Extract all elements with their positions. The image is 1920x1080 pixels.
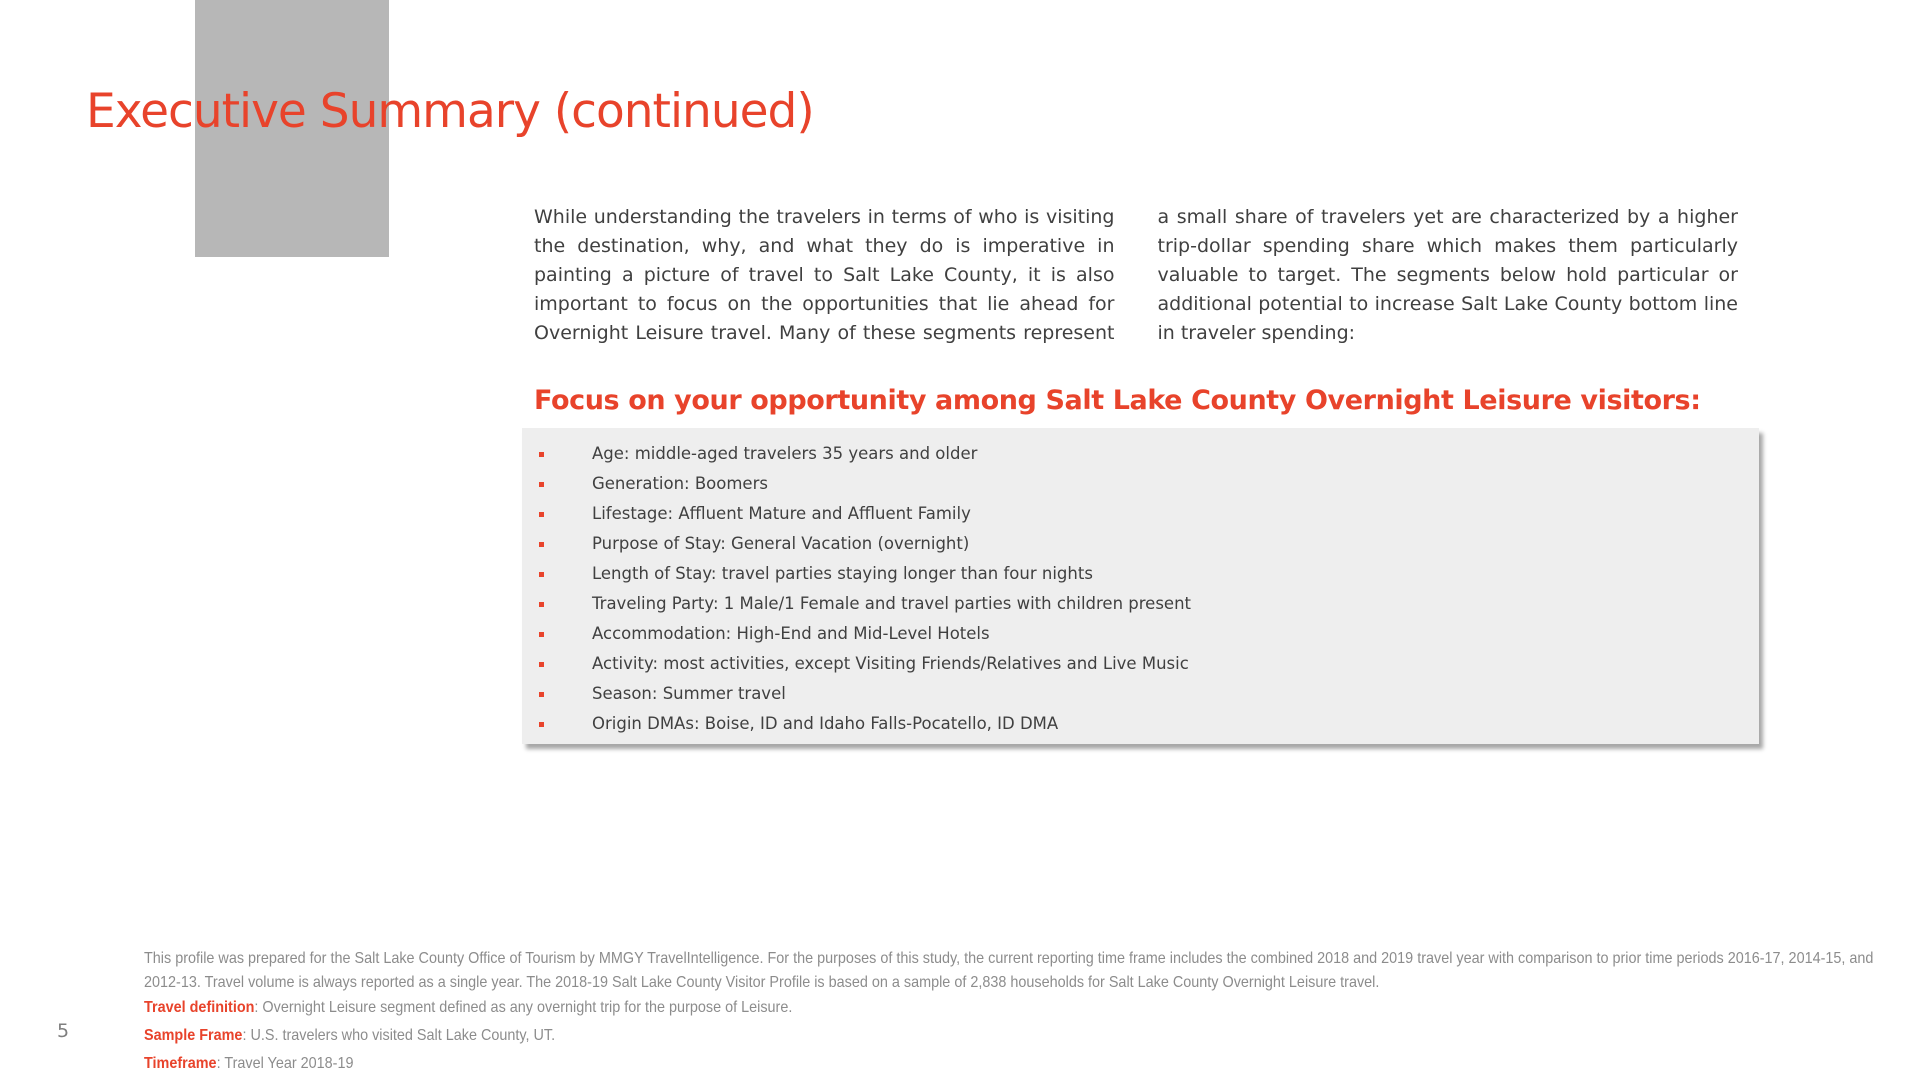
list-item (522, 496, 1759, 526)
opportunity-box (522, 428, 1759, 744)
travel-definition (144, 999, 792, 1017)
list-item-text: Lifestage: Affluent Mature and Affluent Family (592, 504, 971, 523)
list-item-text: Length of Stay: travel parties staying longer than four nights (592, 564, 1093, 583)
list-item-text: Purpose of Stay: General Vacation (overnight) (592, 534, 970, 553)
list-item-text: Origin DMAs: Boise, ID and Idaho Falls-Pocatello, ID DMA (592, 714, 1059, 733)
page-number: 5 (57, 1020, 70, 1042)
sample-frame (144, 1027, 555, 1045)
timeframe (144, 1055, 353, 1073)
list-item (522, 526, 1759, 556)
list-item (522, 466, 1759, 496)
list-item (522, 646, 1759, 676)
list-item-text: Generation: Boomers (592, 474, 768, 493)
square-bullet-icon (539, 692, 544, 697)
list-item-text: Season: Summer travel (592, 684, 786, 703)
list-item-text: Accommodation: High-End and Mid-Level Hotels (592, 624, 990, 643)
list-item (522, 616, 1759, 646)
square-bullet-icon (539, 662, 544, 667)
page-title: Executive Summary (continued) (86, 84, 814, 139)
list-item-text: Age: middle-aged travelers 35 years and older (592, 444, 978, 463)
timeframe-text: : Travel Year 2018-19 (216, 1055, 354, 1072)
list-item (522, 706, 1759, 736)
list-item (522, 436, 1759, 466)
intro-paragraph: While understanding the travelers in terms of who is visiting the destination, why, and what they do is imperative in painting a picture of travel to Salt Lake County, it is also important to focus on the opportunities that lie ahead for Overnight Leisure travel. Many of these segments represent a small share of travelers yet are characterized by a higher trip-dollar spending share which makes them particularly valuable to target. The segments below hold particular or additional potential to increase Salt Lake County bottom line in traveler spending: (534, 206, 1738, 344)
focus-heading: Focus on your opportunity among Salt Lake County Overnight Leisure visitors: (534, 385, 1701, 416)
travel-definition-text: : Overnight Leisure segment defined as any overnight trip for the purpose of Leisure. (254, 999, 793, 1016)
square-bullet-icon (539, 632, 544, 637)
sample-frame-label: Sample Frame (144, 1027, 243, 1044)
square-bullet-icon (539, 482, 544, 487)
square-bullet-icon (539, 572, 544, 577)
square-bullet-icon (539, 722, 544, 727)
square-bullet-icon (539, 602, 544, 607)
list-item (522, 586, 1759, 616)
footnote-note: This profile was prepared for the Salt Lake County Office of Tourism by MMGY TravelIntelligence. For the purposes of this study, the current reporting time frame includes the combined 2018 and 2019 travel year with comparison to prior time periods 2016-17, 2014-15, and 2012-13. Travel volume is always reported as a single year. The 2018-19 Salt Lake County Visitor Profile is based on a sample of 2,838 households for Salt Lake County Overnight Leisure travel. (144, 950, 1874, 991)
list-item (522, 676, 1759, 706)
square-bullet-icon (539, 512, 544, 517)
square-bullet-icon (539, 542, 544, 547)
list-item-text: Activity: most activities, except Visiting Friends/Relatives and Live Music (592, 654, 1189, 673)
sample-frame-text: : U.S. travelers who visited Salt Lake County, UT. (242, 1027, 556, 1044)
list-item-text: Traveling Party: 1 Male/1 Female and travel parties with children present (592, 594, 1192, 613)
timeframe-label: Timeframe (144, 1055, 217, 1072)
travel-definition-label: Travel definition (144, 999, 255, 1016)
list-item (522, 556, 1759, 586)
square-bullet-icon (539, 452, 544, 457)
